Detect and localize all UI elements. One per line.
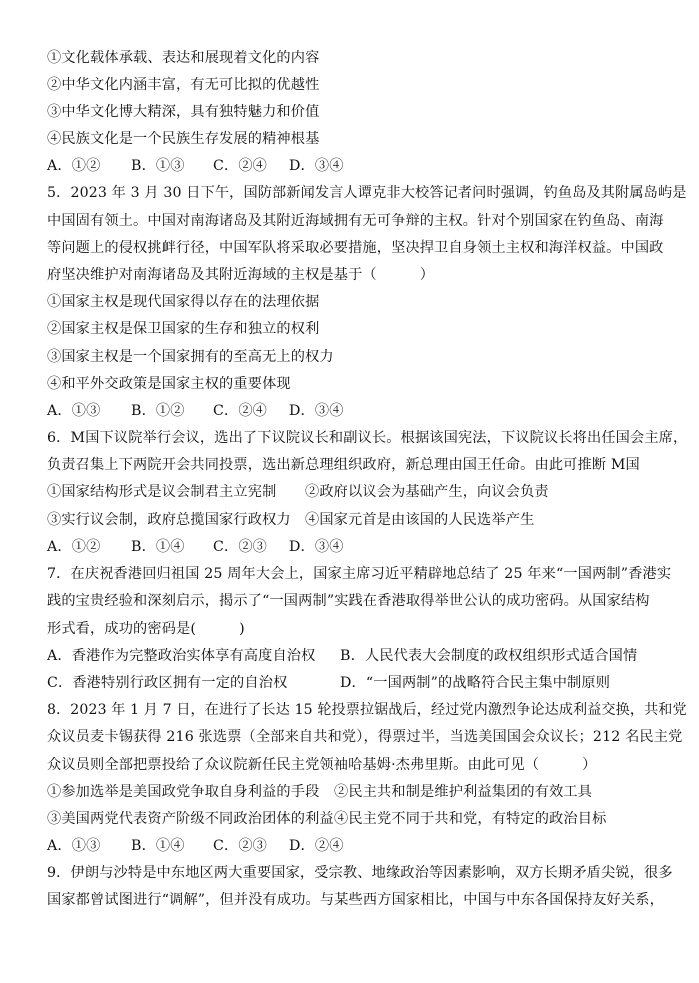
q8-option-a: A．①③ xyxy=(47,838,101,854)
q4-statement-3: ③中华文化博大精深，具有独特魅力和价值 xyxy=(47,104,320,120)
q8-option-c: C．②③ xyxy=(213,838,268,854)
q5-option-b: B．①② xyxy=(131,403,185,419)
q5-option-c: C．②④ xyxy=(213,403,268,419)
q8-stem-line-3: 众议员则全部把票投给了众议院新任民主党领袖哈基姆·杰弗里斯。由此可见（ ） xyxy=(47,757,597,773)
q6-statement-2: ②政府以议会为基础产生，向议会负责 xyxy=(305,484,549,500)
q5-statement-3: ③国家主权是一个国家拥有的至高无上的权力 xyxy=(47,349,334,365)
q6-options xyxy=(47,538,344,556)
q7-options-row-1 xyxy=(47,647,637,665)
q4-options xyxy=(47,157,344,175)
q7-options-row-2 xyxy=(47,674,610,692)
q8-statement-4: ④民主党不同于共和党，有特定的政治目标 xyxy=(334,811,607,827)
q4-statement-1: ①文化载体承载、表达和展现着文化的内容 xyxy=(47,50,320,66)
q5-statement-2: ②国家主权是保卫国家的生存和独立的权利 xyxy=(47,321,320,337)
q5-option-a: A．①③ xyxy=(47,403,101,419)
q6-option-c: C．②③ xyxy=(213,539,268,555)
q7-stem-line-1: 7．在庆祝香港回归祖国 25 周年大会上，国家主席习近平精辟地总结了 25 年来“一国两制”香港实 xyxy=(47,566,672,582)
q6-option-d: D．③④ xyxy=(289,539,344,555)
q6-option-a: A．①② xyxy=(47,539,101,555)
q8-stem-line-2: 众议员麦卡锡获得 216 张选票（全部来自共和党），得票过半，当选美国国会众议长；212 名民主党 xyxy=(47,729,683,745)
q5-stem-line-4: 府坚决维护对南海诸岛及其附近海域的主权是基于（ ） xyxy=(47,267,435,283)
q5-statement-4: ④和平外交政策是国家主权的重要体现 xyxy=(47,376,291,392)
q6-stem-line-1: 6．M国下议院举行会议，选出了下议院议长和副议长。根据该国宪法，下议院议长将出任国会主席， xyxy=(47,430,688,446)
q8-stem-line-1: 8．2023 年 1 月 7 日，在进行了长达 15 轮投票拉锯战后，经过党内激烈争论达成利益交换，共和党 xyxy=(47,702,687,718)
q9-stem-line-2: 国家都曾试图进行“调解”，但并没有成功。与某些西方国家相比，中国与中东各国保持友好关系， xyxy=(47,892,664,908)
q5-stem-line-1: 5．2023 年 3 月 30 日下午，国防部新闻发言人谭克非大校答记者问时强调，钓鱼岛及其附属岛屿是 xyxy=(47,185,687,201)
q4-option-c: C．②④ xyxy=(213,158,268,174)
q7-stem-line-2: 践的宝贵经验和深刻启示，揭示了“一国两制”实践在香港取得举世公认的成功密码。从国家结构 xyxy=(47,593,650,609)
q6-statements-row-2 xyxy=(47,511,534,529)
q6-statement-3: ③实行议会制，政府总揽国家行政权力 xyxy=(47,512,291,528)
q6-statements-row-1 xyxy=(47,483,549,501)
q4-option-a: A．①② xyxy=(47,158,101,174)
q7-option-c: C．香港特别行政区拥有一定的自治权 xyxy=(47,675,288,691)
q8-options xyxy=(47,837,344,855)
q8-statements-row-1 xyxy=(47,783,592,801)
q7-option-d: D．“一国两制”的战略符合民主集中制原则 xyxy=(340,675,611,691)
q6-statement-1: ①国家结构形式是议会制君主立宪制 xyxy=(47,484,277,500)
q7-stem-line-3: 形式看，成功的密码是( ) xyxy=(47,621,245,637)
q8-statements-row-2 xyxy=(47,810,606,828)
q8-statement-3: ③美国两党代表资产阶级不同政治团体的利益 xyxy=(47,811,334,827)
q7-option-b: B．人民代表大会制度的政权组织形式适合国情 xyxy=(340,648,638,664)
q7-option-a: A．香港作为完整政治实体享有高度自治权 xyxy=(47,648,316,664)
q9-stem-line-1: 9．伊朗与沙特是中东地区两大重要国家，受宗教、地缘政治等因素影响，双方长期矛盾尖锐，很多 xyxy=(47,865,673,881)
q5-statement-1: ①国家主权是现代国家得以存在的法理依据 xyxy=(47,294,320,310)
q4-option-b: B．①③ xyxy=(131,158,185,174)
q8-option-b: B．①④ xyxy=(131,838,185,854)
q8-statement-1: ①参加选举是美国政党争取自身利益的手段 xyxy=(47,784,320,800)
q6-stem-line-2: 负责召集上下两院开会共同投票，选出新总理组织政府，新总理由国王任命。由此可推断 M国 xyxy=(47,457,640,473)
q5-stem-line-3: 等问题上的侵权挑衅行径，中国军队将采取必要措施，坚决捍卫自身领土主权和海洋权益。中国政 xyxy=(47,240,664,256)
q4-option-d: D．③④ xyxy=(289,158,344,174)
q5-stem-line-2: 中国固有领土。中国对南海诸岛及其附近海域拥有无可争辩的主权。针对个别国家在钓鱼岛、南海 xyxy=(47,213,664,229)
q5-options xyxy=(47,402,344,420)
q4-statement-2: ②中华文化内涵丰富，有无可比拟的优越性 xyxy=(47,77,320,93)
q4-statement-4: ④民族文化是一个民族生存发展的精神根基 xyxy=(47,131,320,147)
q5-option-d: D．③④ xyxy=(289,403,344,419)
q6-option-b: B．①④ xyxy=(131,539,185,555)
q8-option-d: D．②④ xyxy=(289,838,344,854)
q6-statement-4: ④国家元首是由该国的人民选举产生 xyxy=(305,512,535,528)
q8-statement-2: ②民主共和制是维护利益集团的有效工具 xyxy=(334,784,593,800)
